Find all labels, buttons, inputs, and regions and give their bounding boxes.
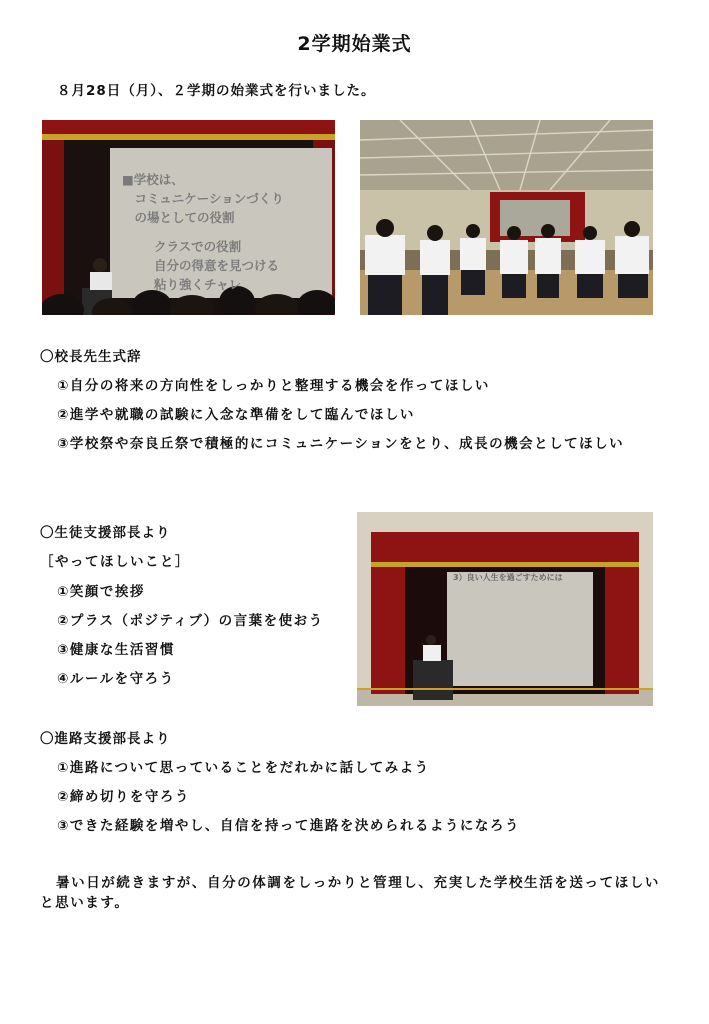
list-item: ②締め切りを守ろう xyxy=(57,789,190,805)
list-item: ②プラス（ポジティブ）の言葉を使おう xyxy=(57,613,324,629)
photo-stage-presentation xyxy=(357,512,653,706)
section-heading-principal: 〇校長先生式辞 xyxy=(40,349,142,365)
list-item: ③学校祭や奈良丘祭で積極的にコミュニケーションをとり、成長の機会としてほしい xyxy=(57,436,625,452)
list-item: ①笑顔で挨拶 xyxy=(57,584,145,600)
list-item: ③健康な生活習慣 xyxy=(57,642,175,658)
photo-principal-speech xyxy=(42,120,335,315)
list-item: ④ルールを守ろう xyxy=(57,671,175,687)
list-item: ①自分の将来の方向性をしっかりと整理する機会を作ってほしい xyxy=(57,378,490,394)
section-heading-student-support: 〇生徒支援部長より xyxy=(40,525,171,541)
slide-text: 3）良い人生を過ごすためには xyxy=(453,573,563,582)
closing-text: 暑い日が続きますが、自分の体調をしっかりと管理し、充実した学校生活を送ってほしいと思います。 xyxy=(40,875,660,911)
photo-gymnasium-students xyxy=(360,120,653,315)
slide-text: ■学校は、 コミュニケーションづくり の場としての役割 クラスでの役割 自分の得意を見つける 粘り強くチャレ xyxy=(122,172,284,292)
page-title: 2学期始業式 xyxy=(297,33,412,55)
list-item: ②進学や就職の試験に入念な準備をして臨んでほしい xyxy=(57,407,415,423)
photo-stage-graphic xyxy=(357,512,653,706)
section-subheading: ［やってほしいこと］ xyxy=(40,554,190,570)
list-item: ③できた経験を増やし、自信を持って進路を決められるようになろう xyxy=(57,818,520,834)
intro-text: ８月28日（月）、２学期の始業式を行いました。 xyxy=(57,83,376,99)
list-item: ①進路について思っていることをだれかに話してみよう xyxy=(57,760,430,776)
section-heading-career-support: 〇進路支援部長より xyxy=(40,731,171,747)
photo-gymnasium-graphic xyxy=(360,120,653,315)
